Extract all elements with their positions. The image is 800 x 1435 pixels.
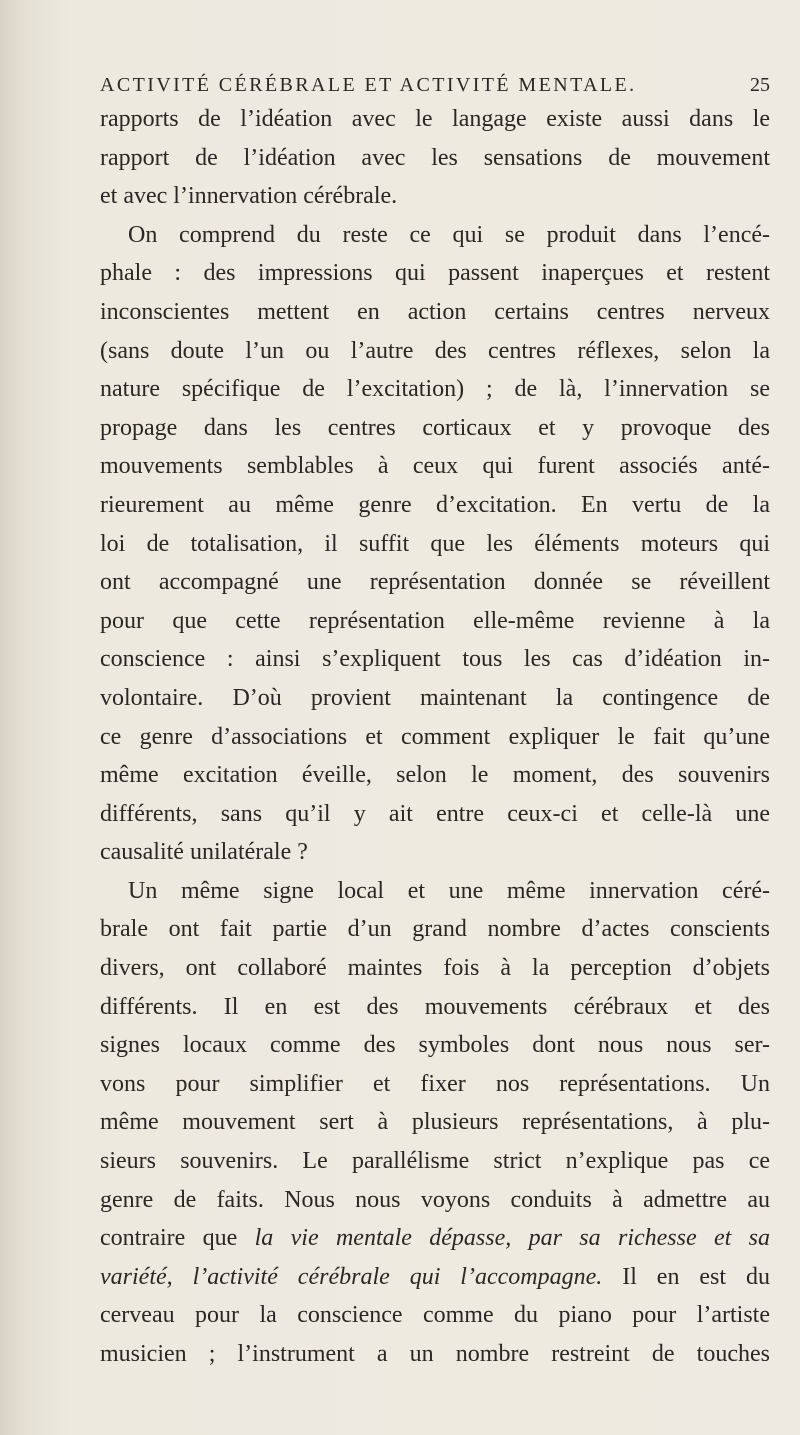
text-line: Un même signe local et une même innervation céré- [128, 877, 770, 904]
text-line: mouvements semblables à ceux qui furent associés anté- [100, 453, 770, 480]
text-line: conscience : ainsi s’expliquent tous les cas d’idéation in- [100, 646, 770, 673]
text-line: rapport de l’idéation avec les sensations de mouvement [100, 144, 770, 171]
text-line: causalité unilatérale ? [100, 839, 308, 866]
text-line: propage dans les centres corticaux et y provoque des [100, 414, 770, 441]
text-line: inconscientes mettent en action certains centres nerveux [100, 298, 770, 325]
text-line: rieurement au même genre d’excitation. En vertu de la [100, 491, 770, 518]
text-line: signes locaux comme des symboles dont nous nous ser- [100, 1032, 770, 1059]
italic-text-run: variété, l’activité cérébrale qui l’accompagne. [100, 1263, 603, 1290]
text-line: brale ont fait partie d’un grand nombre d’actes conscients [100, 916, 770, 943]
text-line: ont accompagné une représentation donnée se réveillent [100, 569, 770, 596]
text-line: (sans doute l’un ou l’autre des centres réflexes, selon la [100, 337, 770, 364]
text-line: nature spécifique de l’excitation) ; de là, l’innervation se [100, 376, 770, 403]
text-line: sieurs souvenirs. Le parallélisme strict n’explique pas ce [100, 1148, 770, 1175]
text-line: vons pour simplifier et fixer nos représentations. Un [100, 1070, 770, 1097]
body-text [100, 100, 770, 1374]
running-title: ACTIVITÉ CÉRÉBRALE ET ACTIVITÉ MENTALE. [100, 74, 637, 96]
text-line: même excitation éveille, selon le moment, des souvenirs [100, 762, 770, 789]
text-line: et avec l’innervation cérébrale. [100, 183, 398, 210]
page-number: 25 [750, 74, 770, 96]
text-line: loi de totalisation, il suffit que les éléments moteurs qui [100, 530, 770, 557]
text-line: cerveau pour la conscience comme du piano pour l’artiste [100, 1302, 770, 1329]
text-line: genre de faits. Nous nous voyons conduits à admettre au [100, 1186, 770, 1213]
text-line: On comprend du reste ce qui se produit dans l’encé- [128, 221, 770, 248]
text-line: phale : des impressions qui passent inaperçues et restent [100, 260, 770, 287]
text-line [100, 1219, 770, 1258]
italic-text-run: la vie mentale dépasse, par sa richesse et sa [254, 1225, 770, 1252]
text-line: différents, sans qu’il y ait entre ceux-ci et celle-là une [100, 800, 770, 827]
text-run: Il en est du [602, 1263, 770, 1290]
text-line: ce genre d’associations et comment expliquer le fait qu’une [100, 723, 770, 750]
text-line: musicien ; l’instrument a un nombre restreint de touches [100, 1341, 770, 1367]
text-line: rapports de l’idéation avec le langage existe aussi dans le [100, 106, 770, 132]
text-line: divers, ont collaboré maintes fois à la perception d’objets [100, 955, 770, 982]
text-line: même mouvement sert à plusieurs représentations, à plu- [100, 1109, 770, 1136]
text-line: différents. Il en est des mouvements cérébraux et des [100, 993, 770, 1020]
text-line [100, 1258, 770, 1297]
text-line: pour que cette représentation elle-même revienne à la [100, 607, 770, 634]
text-line: volontaire. D’où provient maintenant la contingence de [100, 684, 770, 711]
text-run: contraire que [100, 1225, 255, 1252]
